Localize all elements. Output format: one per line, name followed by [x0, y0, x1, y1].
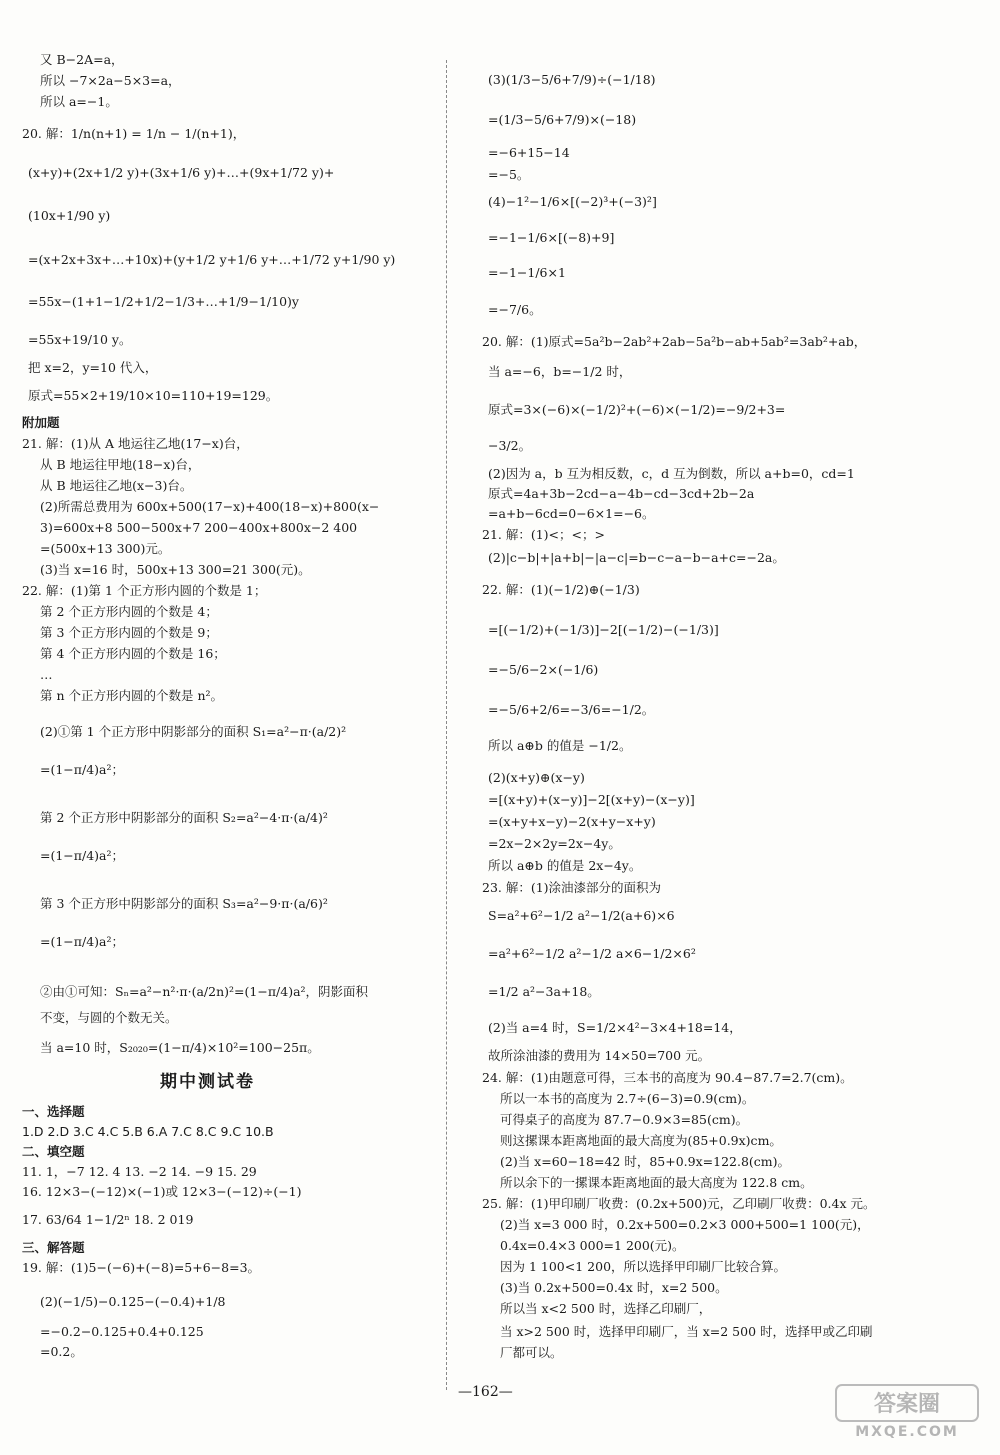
- text-line: 第 2 个正方形中阴影部分的面积 S₂=a²−4·π·(a/4)²: [40, 810, 328, 825]
- text-line: 第 4 个正方形内圆的个数是 16；: [40, 646, 226, 661]
- text-line: =−5/6+2/6=−3/6=−1/2。: [488, 702, 655, 717]
- text-line: 所以 −7×2a−5×3=a，: [40, 73, 181, 88]
- text-line: =(1/3−5/6+7/9)×(−18): [488, 112, 637, 127]
- text-line: (2)(−1/5)−0.125−(−0.4)+1/8: [40, 1294, 226, 1309]
- text-line: 24. 解：(1)由题意可得，三本书的高度为 90.4−87.7=2.7(cm)。: [482, 1070, 853, 1085]
- text-line: =−5/6−2×(−1/6): [488, 662, 599, 677]
- text-line: =(x+2x+3x+…+10x)+(y+1/2 y+1/6 y+…+1/72 y+1/90 y): [28, 252, 396, 267]
- text-line: =−0.2−0.125+0.4+0.125: [40, 1324, 204, 1339]
- page-number: —162—: [458, 1384, 513, 1400]
- text-line: (3)当 x=16 时，500x+13 300=21 300(元)。: [40, 562, 311, 577]
- text-line: =−1−1/6×1: [488, 265, 566, 280]
- text-line: 所以余下的一摞课本距离地面的最大高度为 122.8 cm。: [500, 1175, 813, 1190]
- text-line: =−7/6。: [488, 302, 542, 317]
- text-line: (2)|c−b|+|a+b|−|a−c|=b−c−a−b−a+c=−2a。: [488, 550, 785, 565]
- text-line: 所以 a⊕b 的值是 −1/2。: [488, 738, 632, 753]
- watermark-top-text: 答案圈: [873, 1392, 941, 1417]
- text-line: (3)(1/3−5/6+7/9)÷(−1/18): [488, 72, 656, 87]
- text-line: (2)因为 a，b 互为相反数，c，d 互为倒数，所以 a+b=0，cd=1: [488, 466, 855, 481]
- text-line: 所以一本书的高度为 2.7÷(6−3)=0.9(cm)。: [500, 1091, 755, 1106]
- text-line: 22. 解：(1)第 1 个正方形内圆的个数是 1；: [22, 583, 267, 598]
- text-line: =(500x+13 300)元。: [40, 541, 171, 556]
- text-line: 23. 解：(1)涂油漆部分的面积为: [482, 880, 662, 895]
- answer-line: 11. 1，−7 12. 4 13. −2 14. −9 15. 29: [22, 1164, 257, 1179]
- text-line: 从 B 地运往甲地(18−x)台，: [40, 457, 201, 472]
- text-line: =−1−1/6×[(−8)+9]: [488, 230, 615, 245]
- text-line: 因为 1 100<1 200，所以选择甲印刷厂比较合算。: [500, 1259, 787, 1274]
- text-line: 从 B 地运往乙地(x−3)台。: [40, 478, 193, 493]
- text-line: 当 x>2 500 时，选择甲印刷厂，当 x=2 500 时，选择甲或乙印刷: [500, 1324, 873, 1339]
- text-line: (4)−1²−1/6×[(−2)³+(−3)²]: [488, 194, 657, 209]
- text-line: …: [40, 667, 53, 682]
- answer-line: 17. 63/64 1−1/2ⁿ 18. 2 019: [22, 1212, 194, 1227]
- text-line: =a²+6²−1/2 a²−1/2 a×6−1/2×6²: [488, 946, 696, 961]
- text-line: =(1−π/4)a²；: [40, 934, 124, 949]
- section-heading: 二、填空题: [22, 1144, 85, 1159]
- text-line: −3/2。: [488, 438, 532, 453]
- text-line: =(1−π/4)a²；: [40, 848, 124, 863]
- text-line: 所以当 x<2 500 时，选择乙印刷厂，: [500, 1301, 712, 1316]
- text-line: =[(−1/2)+(−1/3)]−2[(−1/2)−(−1/3)]: [488, 622, 719, 637]
- watermark-bottom-text: MXQE.COM: [855, 1424, 959, 1440]
- answer-line: 1.D 2.D 3.C 4.C 5.B 6.A 7.C 8.C 9.C 10.B: [22, 1124, 274, 1139]
- text-line: 当 a=10 时，S₂₀₂₀=(1−π/4)×10²=100−25π。: [40, 1040, 320, 1055]
- text-line: (2)当 x=3 000 时，0.2x+500=0.2×3 000+500=1 100(元)，: [500, 1217, 870, 1232]
- exam-title: 期中测试卷: [160, 1072, 255, 1092]
- section-heading: 附加题: [22, 415, 60, 430]
- text-line: =[(x+y)+(x−y)]−2[(x+y)−(x−y)]: [488, 792, 695, 807]
- text-line: =−5。: [488, 167, 530, 182]
- watermark-logo: [832, 1381, 982, 1441]
- text-line: 第 n 个正方形内圆的个数是 n²。: [40, 688, 224, 703]
- text-line: 19. 解：(1)5−(−6)+(−8)=5+6−8=3。: [22, 1260, 261, 1275]
- text-line: 把 x=2，y=10 代入，: [28, 360, 158, 375]
- text-line: =(x+y+x−y)−2(x+y−x+y): [488, 814, 656, 829]
- section-heading: 一、选择题: [22, 1104, 85, 1119]
- text-line: 25. 解：(1)甲印刷厂收费：(0.2x+500)元，乙印刷厂收费：0.4x 元。: [482, 1196, 876, 1211]
- text-line: 第 2 个正方形内圆的个数是 4；: [40, 604, 218, 619]
- text-line: 3)=600x+8 500−500x+7 200−400x+800x−2 400: [40, 520, 358, 535]
- text-line: ②由①可知：Sₙ=a²−n²·π·(a/2n)²=(1−π/4)a²，阴影面积: [40, 984, 369, 999]
- text-line: 20. 解：(1)原式=5a²b−2ab²+2ab−5a²b−ab+5ab²=3ab²+ab，: [482, 334, 867, 349]
- text-line: =a+b−6cd=0−6×1=−6。: [488, 506, 655, 521]
- text-line: =(1−π/4)a²；: [40, 762, 124, 777]
- text-line: 故所涂油漆的费用为 14×50=700 元。: [488, 1048, 711, 1063]
- text-line: 又 B−2A=a，: [40, 52, 124, 67]
- column-divider: [446, 60, 447, 1390]
- text-line: (2)所需总费用为 600x+500(17−x)+400(18−x)+800(x−: [40, 499, 380, 514]
- answer-line: 16. 12×3−(−12)×(−1)或 12×3−(−12)÷(−1): [22, 1184, 302, 1199]
- text-line: (2)当 a=4 时，S=1/2×4²−3×4+18=14，: [488, 1020, 742, 1035]
- text-line: (3)当 0.2x+500=0.4x 时，x=2 500。: [500, 1280, 728, 1295]
- text-line: 所以 a⊕b 的值是 2x−4y。: [488, 858, 642, 873]
- text-line: 可得桌子的高度为 87.7−0.9×3=85(cm)。: [500, 1112, 749, 1127]
- text-line: 22. 解：(1)(−1/2)⊕(−1/3): [482, 582, 640, 597]
- text-line: (10x+1/90 y): [28, 208, 111, 223]
- text-line: 20. 解：1/n(n+1) = 1/n − 1/(n+1)，: [22, 126, 246, 141]
- text-line: =55x−(1+1−1/2+1/2−1/3+…+1/9−1/10)y: [28, 294, 299, 309]
- text-line: 当 a=−6，b=−1/2 时，: [488, 364, 632, 379]
- text-line: 不变，与圆的个数无关。: [40, 1010, 178, 1025]
- text-line: 21. 解：(1)从 A 地运往乙地(17−x)台，: [22, 436, 249, 451]
- text-line: (2)①第 1 个正方形中阴影部分的面积 S₁=a²−π·(a/2)²: [40, 724, 347, 739]
- text-line: =1/2 a²−3a+18。: [488, 984, 600, 999]
- text-line: (2)(x+y)⊕(x−y): [488, 770, 585, 785]
- text-line: 原式=3×(−6)×(−1/2)²+(−6)×(−1/2)=−9/2+3=: [488, 402, 786, 417]
- text-line: 原式=55×2+19/10×10=110+19=129。: [28, 388, 279, 403]
- text-line: 第 3 个正方形内圆的个数是 9；: [40, 625, 218, 640]
- section-heading: 三、解答题: [22, 1240, 85, 1255]
- text-line: =2x−2×2y=2x−4y。: [488, 836, 621, 851]
- text-line: =0.2。: [40, 1344, 83, 1359]
- text-line: 则这摞课本距离地面的最大高度为(85+0.9x)cm。: [500, 1133, 782, 1148]
- text-line: (2)当 x=60−18=42 时，85+0.9x=122.8(cm)。: [500, 1154, 791, 1169]
- text-line: 第 3 个正方形中阴影部分的面积 S₃=a²−9·π·(a/6)²: [40, 896, 328, 911]
- text-line: 21. 解：(1)<；<；>: [482, 527, 605, 542]
- text-line: 0.4x=0.4×3 000=1 200(元)。: [500, 1238, 685, 1253]
- text-line: =55x+19/10 y。: [28, 332, 132, 347]
- text-line: =−6+15−14: [488, 145, 570, 160]
- text-line: 原式=4a+3b−2cd−a−4b−cd−3cd+2b−2a: [488, 486, 755, 501]
- text-line: S=a²+6²−1/2 a²−1/2(a+6)×6: [488, 908, 675, 923]
- text-line: 所以 a=−1。: [40, 94, 118, 109]
- text-line: (x+y)+(2x+1/2 y)+(3x+1/6 y)+…+(9x+1/72 y)+: [28, 165, 335, 180]
- text-line: 厂都可以。: [500, 1345, 563, 1360]
